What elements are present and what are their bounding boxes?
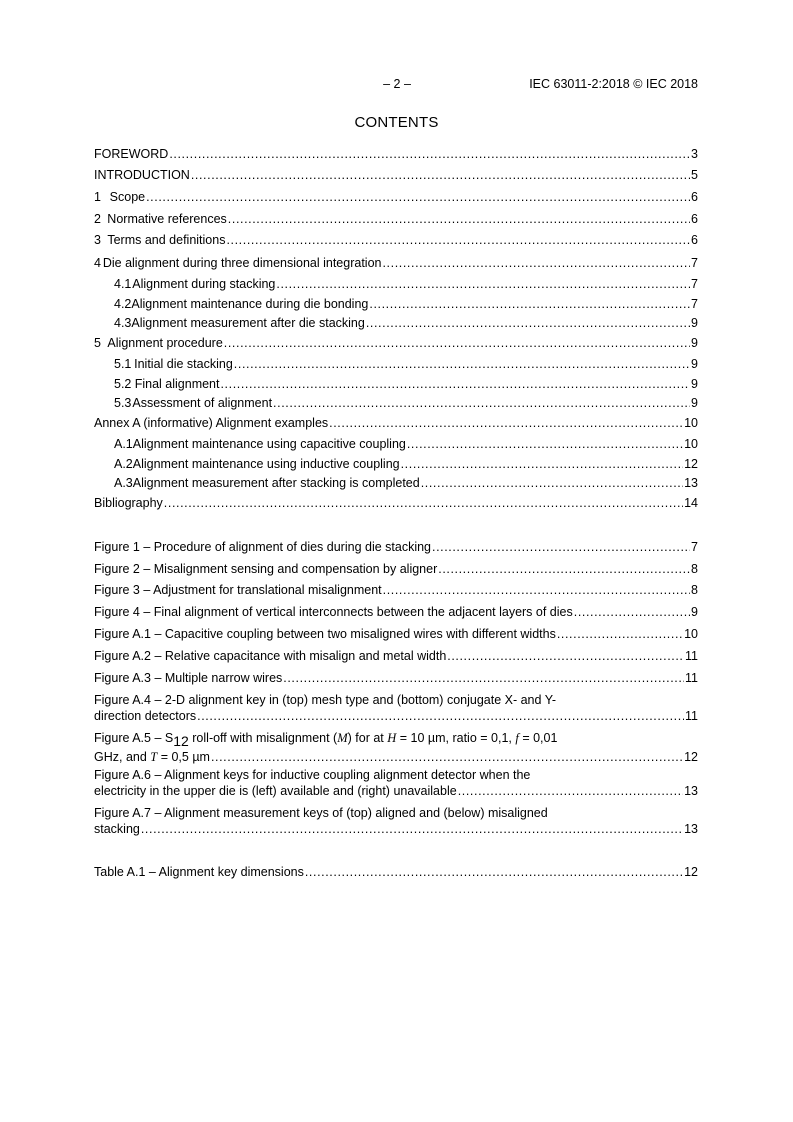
- toc-entry-4-3[interactable]: 4.3 Alignment measurement after die stacking ..... 9: [94, 315, 698, 331]
- page-title: CONTENTS: [354, 114, 439, 131]
- toc-entry-foreword[interactable]: FOREWORD ..... 3: [94, 146, 698, 162]
- toc-entry-introduction[interactable]: INTRODUCTION ..... 5: [94, 167, 698, 183]
- toc-entry-4-1[interactable]: 4.1 Alignment during stacking ..... 7: [94, 276, 698, 292]
- toc-entry-5-2[interactable]: 5.2 Final alignment ..... 9: [94, 376, 698, 392]
- figure-entry-a-4[interactable]: Figure A.4 – 2-D alignment key in (top) mesh type and (bottom) conjugate X- and Y- direction detectors ..... 11: [94, 692, 698, 724]
- toc-entry-5[interactable]: 5 Alignment procedure ..... 9: [94, 335, 698, 351]
- figure-entry-a-2[interactable]: Figure A.2 – Relative capacitance with misalign and metal width ..... 11: [94, 648, 698, 664]
- toc-entry-2[interactable]: 2 Normative references ..... 6: [94, 211, 698, 227]
- toc-entry-a-2[interactable]: A.2 Alignment maintenance using inductive coupling ..... 12: [94, 456, 698, 472]
- toc-entry-annex-a[interactable]: Annex A (informative) Alignment examples ..... 10: [94, 415, 698, 431]
- toc-entry-5-1[interactable]: 5.1 Initial die stacking ..... 9: [94, 356, 698, 372]
- figure-entry-3[interactable]: Figure 3 – Adjustment for translational misalignment ..... 8: [94, 582, 698, 598]
- page-header-standard: IEC 63011-2:2018 © IEC 2018: [529, 77, 698, 91]
- toc-entry-4[interactable]: 4 Die alignment during three dimensional integration ..... 7: [94, 255, 698, 271]
- figure-entry-1[interactable]: Figure 1 – Procedure of alignment of dies during die stacking ..... 7: [94, 539, 698, 555]
- figure-entry-2[interactable]: Figure 2 – Misalignment sensing and compensation by aligner ..... 8: [94, 561, 698, 577]
- figure-entry-a-7[interactable]: Figure A.7 – Alignment measurement keys of (top) aligned and (below) misaligned stacking ..... 13: [94, 805, 698, 837]
- figure-entry-a-6[interactable]: Figure A.6 – Alignment keys for inductive coupling alignment detector when the electricity in the upper die is (left) available and (right) unavailable ..... 13: [94, 767, 698, 799]
- toc-entry-a-3[interactable]: A.3 Alignment measurement after stacking is completed ..... 13: [94, 475, 698, 491]
- toc-entry-a-1[interactable]: A.1 Alignment maintenance using capacitive coupling ..... 10: [94, 436, 698, 452]
- figure-entry-4[interactable]: Figure 4 – Final alignment of vertical interconnects between the adjacent layers of dies ..... 9: [94, 604, 698, 620]
- figure-entry-a-5[interactable]: Figure $A.5 - S_{12}$ roll-off with misalignment (M) for at H = 10 µm, ratio = 0,1, f = 0,01 GHz, and T = 0,5 µm ..... 12: [94, 730, 698, 765]
- toc-entry-4-2[interactable]: 4.2 Alignment maintenance during die bonding ..... 7: [94, 296, 698, 312]
- toc-entry-bibliography[interactable]: Bibliography ..... 14: [94, 495, 698, 511]
- figure-entry-a-3[interactable]: Figure A.3 – Multiple narrow wires ..... 11: [94, 670, 698, 686]
- toc-entry-1[interactable]: 1 Scope ..... 6: [94, 189, 698, 205]
- figure-entry-a-1[interactable]: Figure A.1 – Capacitive coupling between two misaligned wires with different widths ..... 10: [94, 626, 698, 642]
- toc-entry-3[interactable]: 3 Terms and definitions ..... 6: [94, 232, 698, 248]
- page-header-number: – 2 –: [383, 77, 411, 91]
- toc-entry-5-3[interactable]: 5.3 Assessment of alignment ..... 9: [94, 395, 698, 411]
- table-entry-a-1[interactable]: Table A.1 – Alignment key dimensions ..... 12: [94, 864, 698, 880]
